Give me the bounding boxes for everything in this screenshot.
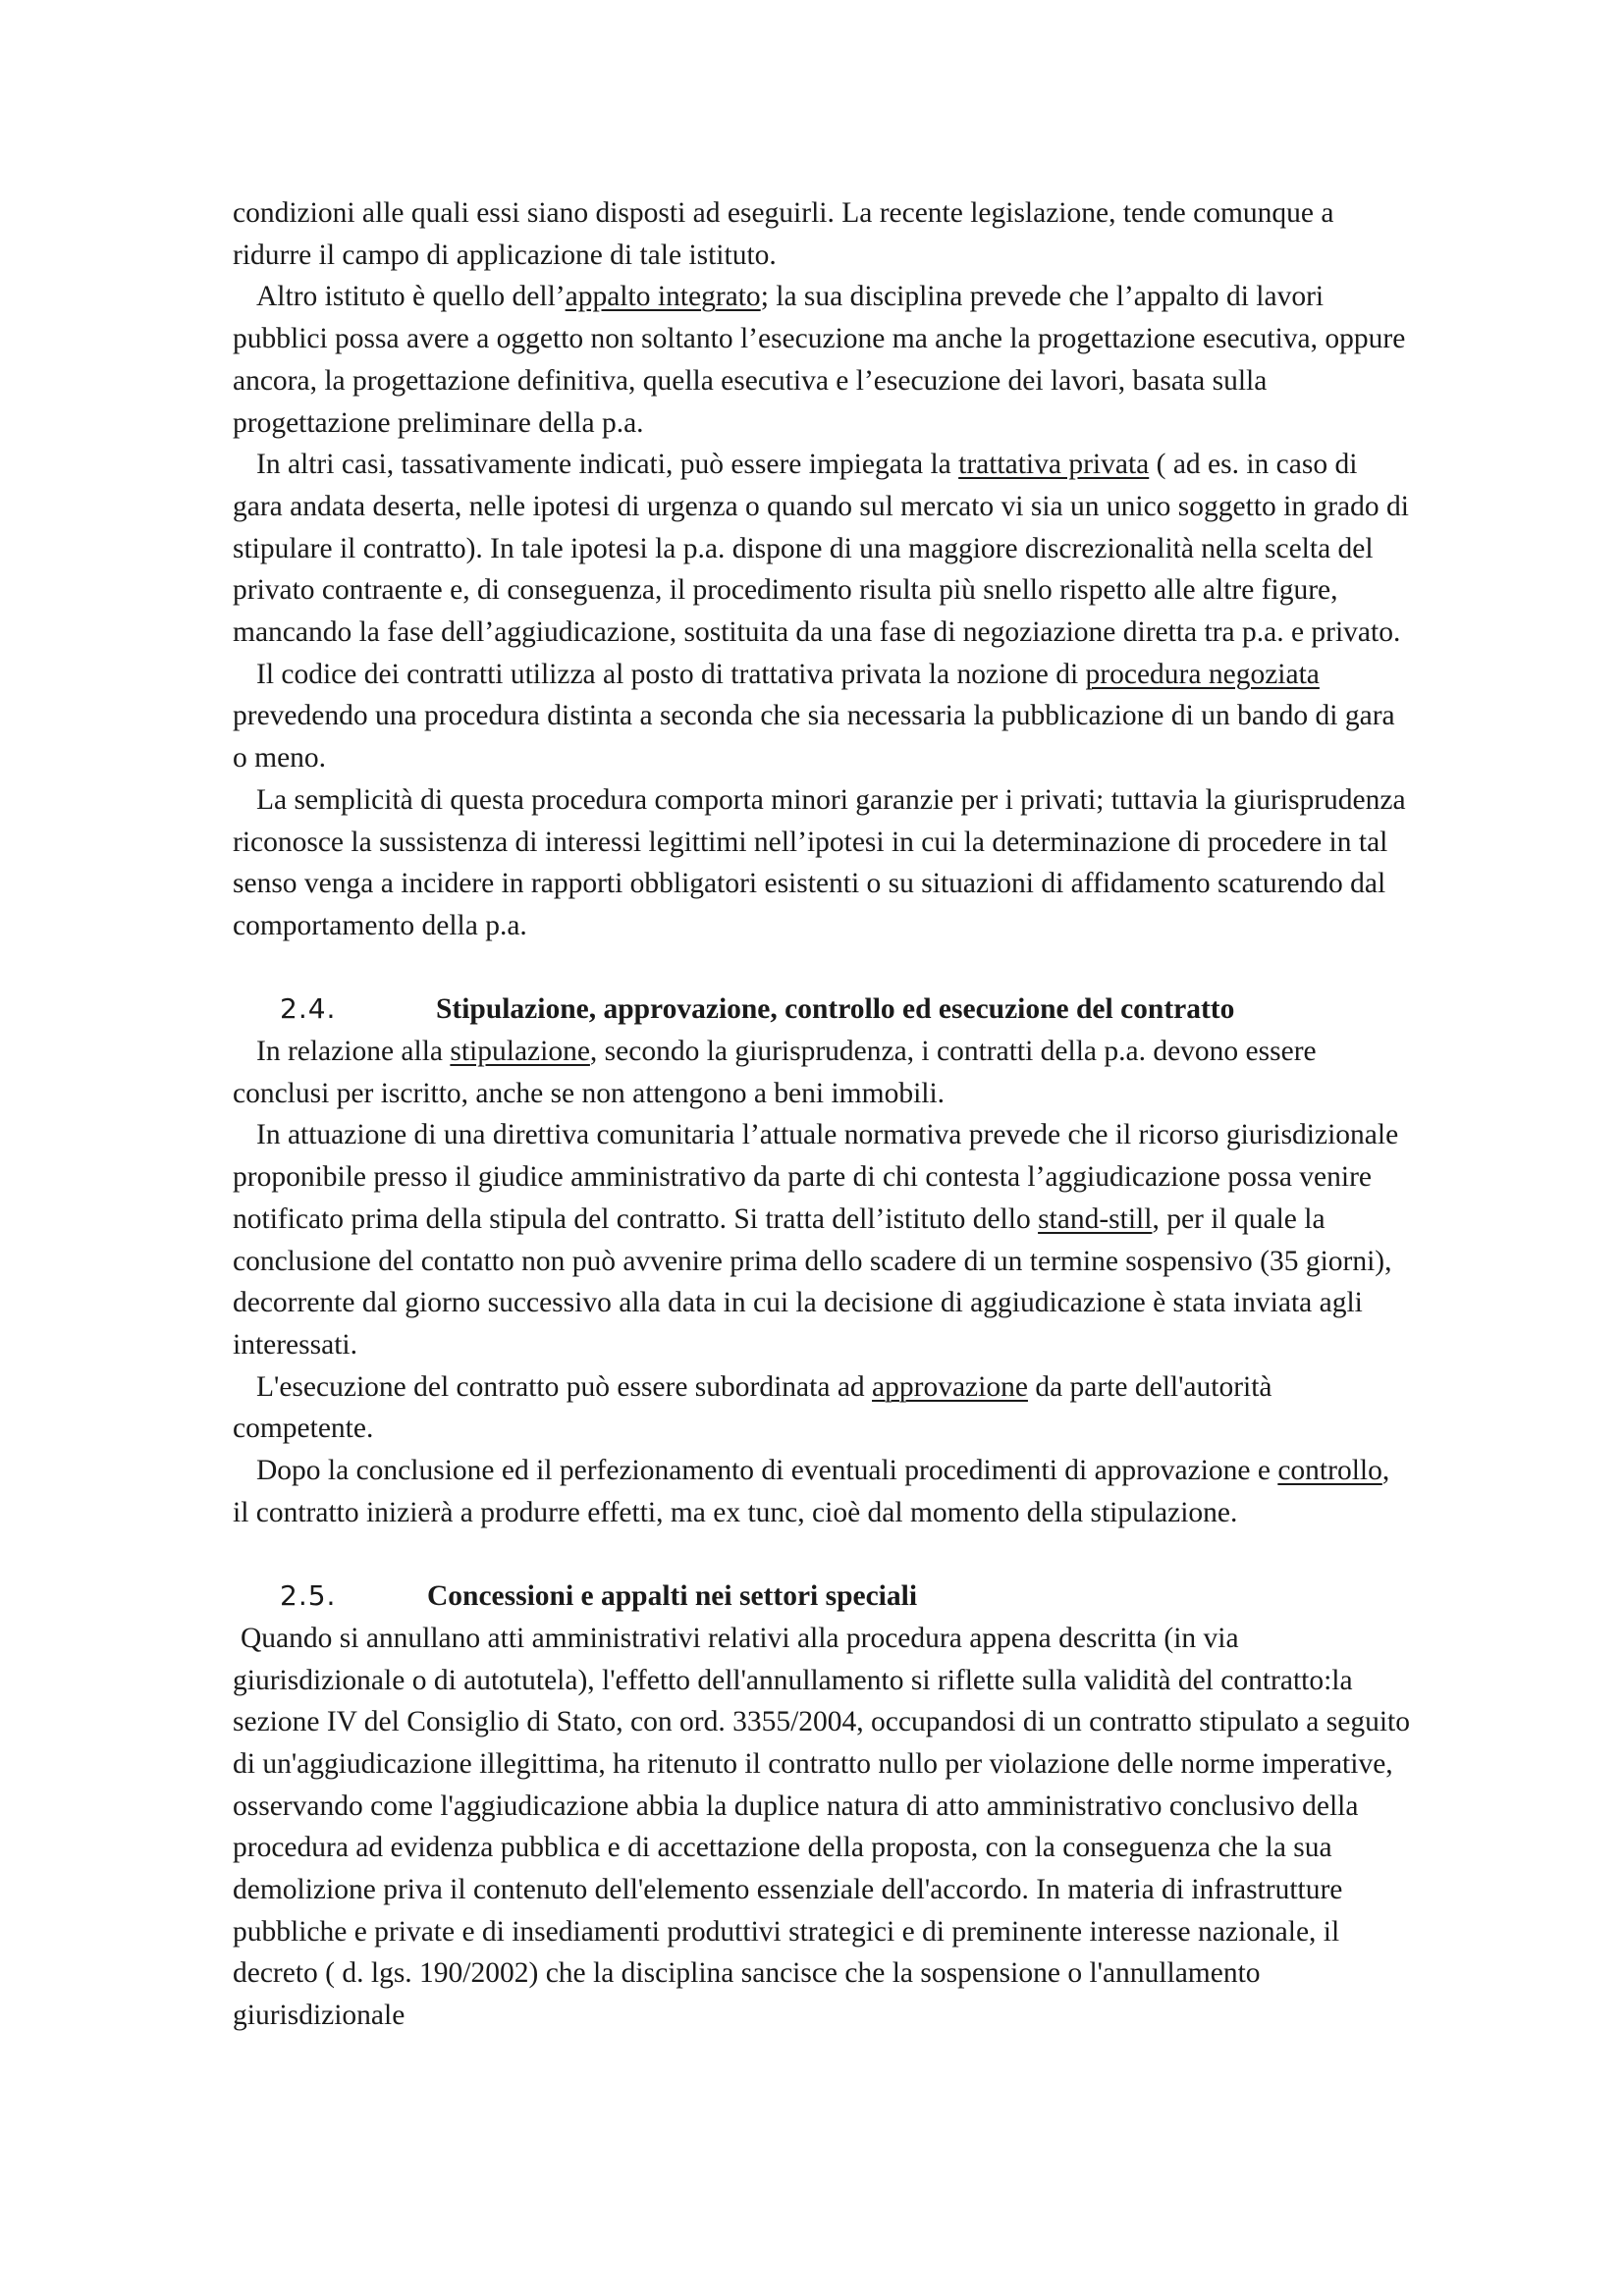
paragraph-stand-still — [233, 1114, 1411, 1365]
text-run: Altro istituto è quello dell’ — [256, 281, 566, 313]
text-run: prevedendo una procedura distinta a seconda che sia necessaria la pubblicazione di un bando di gara o meno. — [233, 700, 1395, 774]
text-run: da parte dell'autorità competente. — [233, 1370, 1272, 1445]
paragraph-semplicita — [233, 779, 1411, 947]
text-run: ; la sua disciplina prevede che l’appalto di lavori pubblici possa avere a oggetto non soltanto l’esecuzione ma anche la progettazione esecutiva, oppure ancora, la progettazione definitiva, quella esecutiva e l’esecuzione dei lavori, basata sulla progettazione preliminare della p.a. — [233, 281, 1406, 439]
paragraph-approvazione — [233, 1366, 1411, 1450]
text-run: , secondo la giurisprudenza, i contratti della p.a. devono essere conclusi per iscritto, anche se non attengono a beni immobili. — [233, 1036, 1317, 1109]
underlined-term: stipulazione — [450, 1036, 590, 1068]
text-run: condizioni alle quali essi siano disposti ad eseguirli. La recente legislazione, tende comunque a ridurre il campo di applicazione di tale istituto. — [233, 197, 1334, 271]
text-run: , per il quale la conclusione del contatto non può avvenire prima dello scadere di un termine sospensivo (35 giorni), decorrente dal giorno successivo alla data in cui la decisione di aggiudicazione è stata inviata agli interessati. — [233, 1202, 1392, 1361]
text-run: In altri casi, tassativamente indicati, può essere impiegata la — [256, 449, 959, 481]
section-title: Stipulazione, approvazione, controllo ed esecuzione del contratto — [436, 993, 1235, 1026]
intro-paragraphs — [233, 192, 1411, 947]
text-run: In relazione alla — [256, 1036, 451, 1068]
paragraph-trattativa-privata — [233, 444, 1411, 654]
section-heading-2-5 — [233, 1575, 1411, 1618]
section-heading-2-4 — [233, 988, 1411, 1031]
section-title: Concessioni e appalti nei settori speciali — [427, 1580, 918, 1613]
section-2-4-body — [233, 1031, 1411, 1533]
underlined-term: procedura negoziata — [1085, 658, 1320, 690]
text-run: , il contratto inizierà a produrre effetti, ma ex tunc, cioè dal momento della stipulazione. — [233, 1455, 1390, 1528]
section-2-5-body — [233, 1618, 1411, 2037]
underlined-term: appalto integrato — [565, 281, 761, 313]
paragraph-procedura-negoziata — [233, 654, 1411, 779]
paragraph-controllo — [233, 1450, 1411, 1533]
underlined-term: controllo — [1277, 1455, 1382, 1487]
text-run: Quando si annullano atti amministrativi relativi alla procedura appena descritta (in via giurisdizionale o di autotutela), l'effetto dell'annullamento si riflette sulla validità del contratto:la sezione IV del Consiglio di Stato, con ord. 3355/2004, occupandosi di un contratto stipulato a seguito di un'aggiudicazione illegittima, ha ritenuto il contratto nullo per violazione delle norme imperative, osservando come l'aggiudicazione abbia la duplice natura di atto amministrativo conclusivo della procedura ad evidenza pubblica e di accettazione della proposta, con la conseguenza che la sua demolizione priva il contenuto dell'elemento essenziale dell'accordo. In materia di infrastrutture pubbliche e private e di insediamenti produttivi strategici e di preminente interesse nazionale, il decreto ( d. lgs. 190/2002) che la disciplina sancisce che la sospensione o l'annullamento giurisdizionale — [233, 1622, 1410, 2032]
paragraph-appalto-integrato — [233, 276, 1411, 444]
text-run: ( ad es. in caso di gara andata deserta, nelle ipotesi di urgenza o quando sul mercato vi sia un unico soggetto in grado di stipulare il contratto). In tale ipotesi la p.a. dispone di una maggiore discrezionalità nella scelta del privato contraente e, di conseguenza, il procedimento risulta più snello rispetto alle altre figure, mancando la fase dell’aggiudicazione, sostituita da una fase di negoziazione diretta tra p.a. e privato. — [233, 449, 1409, 649]
text-run: La semplicità di questa procedura comporta minori garanzie per i privati; tuttavia la giurisprudenza riconosce la sussistenza di interessi legittimi nell’ipotesi in cui la determinazione di procedere in tal senso venga a incidere in rapporti obbligatori esistenti o su situazioni di affidamento scaturendo dal comportamento della p.a. — [233, 783, 1406, 941]
text-run: In attuazione di una direttiva comunitaria l’attuale normativa prevede che il ricorso giurisdizionale proponibile presso il giudice amministrativo da parte di chi contesta l’aggiudicazione possa venire notificato prima della stipula del contratto. Si tratta dell’istituto dello — [233, 1119, 1399, 1235]
paragraph — [233, 192, 1411, 276]
section-number: 2.5. — [280, 1579, 337, 1613]
underlined-term: approvazione — [872, 1370, 1028, 1403]
underlined-term: stand-still — [1038, 1202, 1153, 1235]
text-run: Dopo la conclusione ed il perfezionamento di eventuali procedimenti di approvazione e — [256, 1455, 1278, 1487]
section-number: 2.4. — [280, 992, 337, 1026]
paragraph-stipulazione — [233, 1031, 1411, 1114]
text-run: L'esecuzione del contratto può essere subordinata ad — [256, 1370, 873, 1403]
text-run: Il codice dei contratti utilizza al posto di trattativa privata la nozione di — [256, 658, 1086, 690]
paragraph-annullamento — [233, 1618, 1411, 2037]
underlined-term: trattativa privata — [958, 449, 1150, 481]
document-page — [233, 192, 1411, 2037]
